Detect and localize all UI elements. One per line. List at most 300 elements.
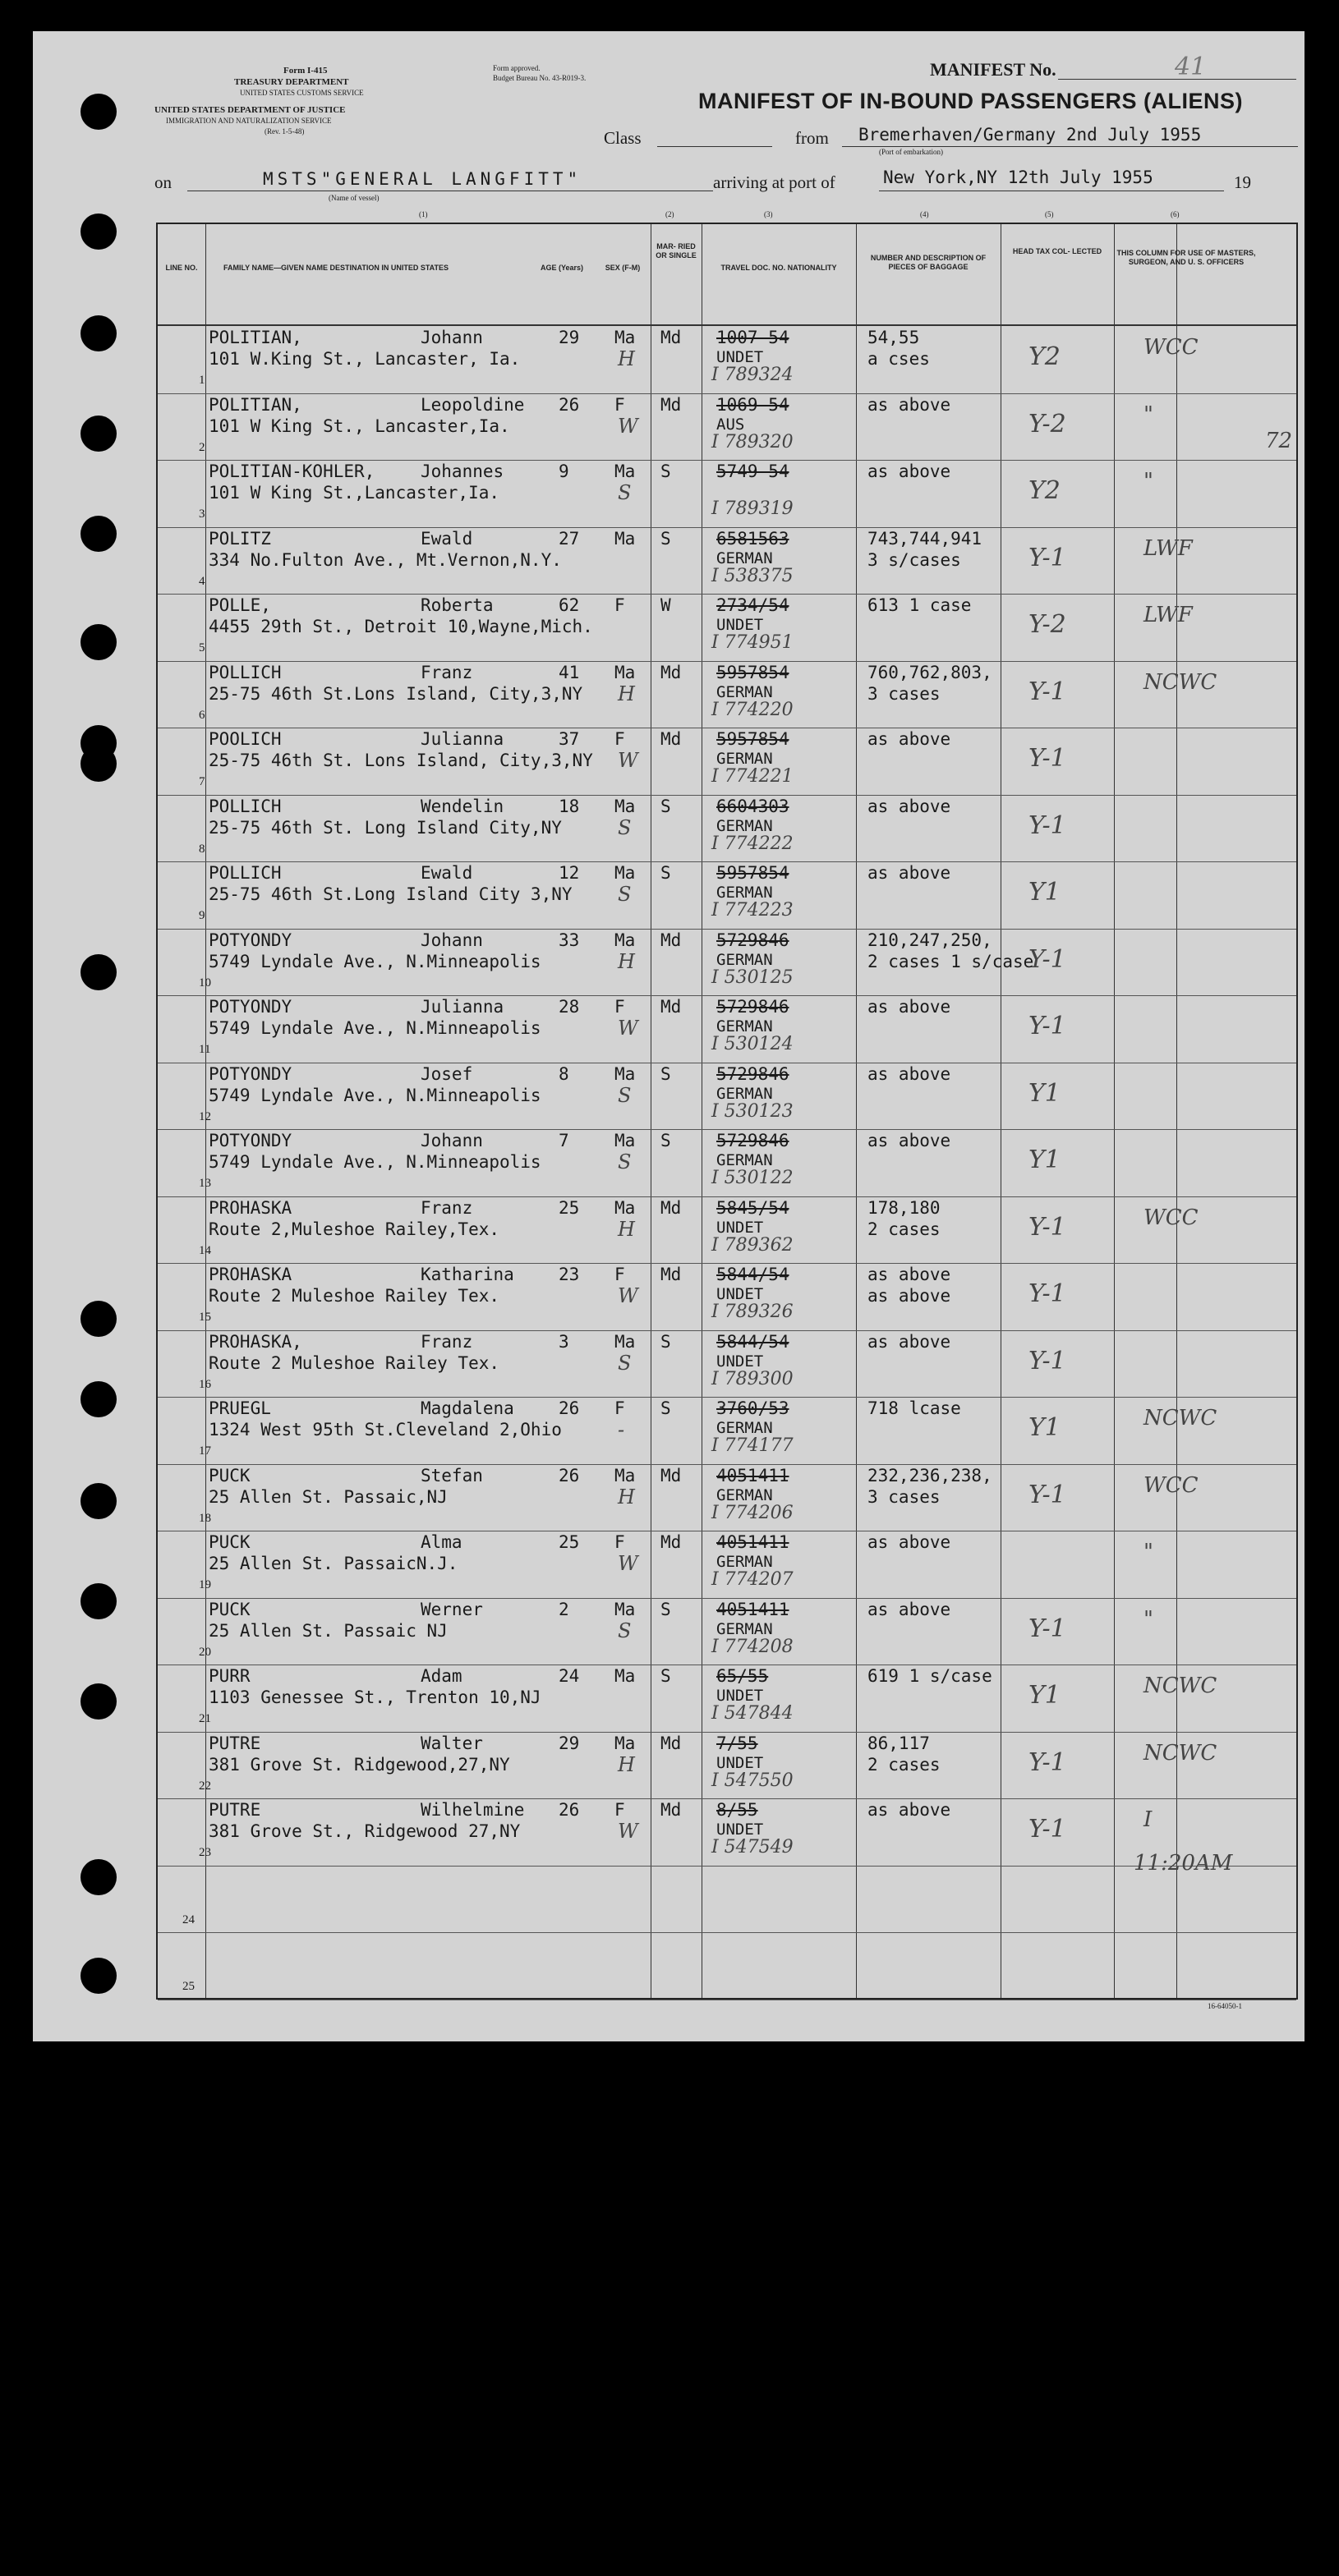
head-tax: Y-1 (1028, 744, 1066, 773)
baggage-line-1: as above (867, 1265, 951, 1284)
travel-doc-no: 2734/54 (716, 595, 789, 615)
alien-reg-number: I 538375 (711, 565, 794, 586)
nationality: GERMAN (716, 1084, 773, 1103)
family-name: POLITIAN, (209, 394, 302, 415)
destination-address: 5749 Lyndale Ave., N.Minneapolis (209, 1152, 541, 1172)
punch-hole (81, 1583, 117, 1619)
table-row (158, 1598, 1296, 1665)
family-name: PUCK (209, 1465, 251, 1485)
marital-status: Md (660, 930, 682, 950)
given-name: Franz (421, 662, 473, 682)
sex-annotation: H (618, 1485, 635, 1508)
baggage-line-1: as above (867, 394, 951, 415)
travel-doc-no: 5957854 (716, 863, 789, 883)
table-row (158, 1063, 1296, 1130)
table-row (158, 728, 1296, 795)
baggage-line-2: 3 cases (867, 1486, 941, 1507)
family-name: POTYONDY (209, 1131, 292, 1150)
line-number: 21 (199, 1712, 211, 1725)
sex: F (614, 729, 625, 749)
nationality: GERMAN (716, 1017, 773, 1035)
marital-status: Md (660, 1265, 682, 1284)
destination-address: 25 Allen St. PassaicN.J. (209, 1554, 458, 1573)
table-row (158, 393, 1296, 461)
given-name: Stefan (421, 1465, 483, 1485)
officer-note: NCWC (1143, 1674, 1217, 1698)
family-name: POOLICH (209, 729, 282, 749)
sex: Ma (614, 662, 636, 682)
age: 3 (559, 1331, 569, 1352)
line-number: 6 (199, 708, 205, 722)
sex-annotation: H (618, 1217, 635, 1241)
travel-doc-no: 5729846 (716, 930, 789, 950)
line-number: 12 (199, 1109, 211, 1123)
table-row (158, 326, 1296, 393)
sex: F (614, 1265, 625, 1284)
sex-annotation: H (618, 949, 635, 973)
family-name: POTYONDY (209, 1063, 292, 1084)
punch-hole (81, 624, 117, 660)
given-name: Alma (421, 1532, 462, 1552)
head-tax: Y-2 (1028, 409, 1066, 439)
line-number: 18 (199, 1511, 211, 1525)
punch-hole (81, 94, 117, 130)
sex: Ma (614, 328, 636, 347)
family-name: POLLE, (209, 595, 271, 615)
given-name: Johann (421, 1131, 483, 1150)
punch-hole (81, 1483, 117, 1519)
sex-annotation: S (618, 481, 632, 504)
age: 9 (559, 461, 569, 481)
baggage-line-1: as above (867, 729, 951, 749)
alien-reg-number: I 774951 (711, 632, 794, 653)
header-age: AGE (Years) (540, 264, 584, 272)
header-travel: TRAVEL DOC. NO. NATIONALITY (720, 264, 837, 272)
table-row (158, 1397, 1296, 1464)
destination-address: Route 2 Muleshoe Railey Tex. (209, 1352, 500, 1373)
head-tax: Y1 (1028, 1681, 1061, 1710)
age: 24 (559, 1666, 580, 1686)
sex-annotation: S (618, 1150, 632, 1173)
baggage-line-2: 2 cases 1 s/case (867, 951, 1034, 971)
table-row (158, 795, 1296, 862)
punch-hole (81, 1958, 117, 1994)
head-tax: Y-1 (1028, 1212, 1066, 1242)
class-label: Class (604, 128, 642, 148)
destination-address: 1324 West 95th St.Cleveland 2,Ohio (209, 1420, 562, 1440)
header-married: MAR- RIED OR SINGLE (656, 242, 697, 259)
marital-status: Md (660, 662, 682, 682)
marital-status: S (660, 528, 671, 549)
form-number: Form I-415 (283, 66, 328, 76)
baggage-line-2: 3 s/cases (867, 549, 961, 570)
sex: F (614, 1398, 625, 1418)
header-officers: THIS COLUMN FOR USE OF MASTERS, SURGEON, AND U. S. OFFICERS (1116, 249, 1256, 266)
sex: F (614, 595, 625, 615)
table-row (158, 1798, 1296, 1866)
head-tax: Y1 (1028, 1413, 1061, 1442)
given-name: Roberta (421, 595, 494, 615)
sex: Ma (614, 1331, 636, 1352)
head-tax: Y-1 (1028, 1279, 1066, 1308)
officer-note: NCWC (1143, 1740, 1217, 1766)
table-row (158, 1330, 1296, 1398)
nationality: UNDET (716, 1687, 764, 1705)
sex: Ma (614, 1465, 636, 1485)
sex: Ma (614, 863, 636, 883)
given-name: Ewald (421, 528, 473, 549)
line-number: 3 (199, 507, 205, 521)
nationality: GERMAN (716, 1619, 773, 1638)
head-tax: Y-1 (1028, 677, 1066, 706)
alien-reg-number: I 774206 (711, 1502, 794, 1523)
margin-note-time: 11:20AM (1134, 1851, 1233, 1876)
head-tax: Y-1 (1028, 1012, 1066, 1040)
age: 18 (559, 796, 580, 816)
family-name: POLLICH (209, 662, 282, 682)
age: 37 (559, 729, 580, 749)
year-label: 19 (1234, 172, 1251, 192)
officer-note: NCWC (1143, 1406, 1217, 1430)
line-number: 20 (199, 1645, 211, 1659)
baggage-line-1: 54,55 (867, 328, 920, 347)
table-row (158, 1732, 1296, 1799)
margin-note-72: 72 (1265, 429, 1293, 453)
punch-hole (81, 214, 117, 250)
line-number: 23 (199, 1846, 211, 1859)
age: 23 (559, 1265, 580, 1284)
family-name: PUTRE (209, 1800, 261, 1820)
table-row (158, 594, 1296, 661)
nationality: GERMAN (716, 682, 773, 701)
table-row (158, 1531, 1296, 1598)
head-tax: Y-1 (1028, 944, 1066, 974)
sex: F (614, 997, 625, 1017)
family-name: POLITIAN-KOHLER, (209, 461, 375, 481)
head-tax: Y-1 (1028, 1346, 1066, 1375)
marital-status: S (660, 1599, 671, 1619)
marital-status: Md (660, 1532, 682, 1552)
alien-reg-number: I 789320 (711, 431, 794, 452)
marital-status: Md (660, 1800, 682, 1820)
baggage-line-1: 718 lcase (867, 1398, 961, 1418)
destination-address: 4455 29th St., Detroit 10,Wayne,Mich. (209, 617, 593, 636)
sex-annotation: H (618, 1752, 635, 1776)
sex: F (614, 394, 625, 415)
punch-hole (81, 954, 117, 990)
age: 33 (559, 930, 580, 950)
family-name: POTYONDY (209, 930, 292, 950)
baggage-line-1: as above (867, 1599, 951, 1619)
marital-status: S (660, 1666, 671, 1686)
head-tax: Y-1 (1028, 810, 1066, 840)
marital-status: Md (660, 1733, 682, 1753)
nationality: UNDET (716, 1218, 764, 1237)
baggage-line-2: as above (867, 1286, 951, 1306)
punch-hole (81, 1683, 117, 1720)
baggage-line-1: as above (867, 997, 951, 1017)
alien-reg-number: I 547550 (711, 1770, 794, 1791)
officer-note: LWF (1143, 603, 1193, 627)
travel-doc-no: 5845/54 (716, 1197, 789, 1218)
baggage-line-1: 760,762,803, (867, 662, 992, 682)
from-label: from (795, 128, 829, 148)
punch-hole (81, 1859, 117, 1895)
destination-address: 5749 Lyndale Ave., N.Minneapolis (209, 951, 541, 971)
manifest-number: 41 (1175, 53, 1207, 81)
age: 29 (559, 1733, 580, 1753)
destination-address: 25-75 46th St.Long Island City 3,NY (209, 884, 573, 904)
given-name: Josef (421, 1063, 473, 1084)
ins-service: IMMIGRATION AND NATURALIZATION SERVICE (166, 117, 332, 125)
marital-status: S (660, 461, 671, 481)
marital-status: W (660, 595, 671, 615)
destination-address: 381 Grove St., Ridgewood 27,NY (209, 1821, 521, 1841)
destination-address: 5749 Lyndale Ave., N.Minneapolis (209, 1085, 541, 1105)
head-tax: Y-1 (1028, 1815, 1066, 1844)
family-name: POLLICH (209, 796, 282, 816)
manifest-label: MANIFEST No. (930, 59, 1056, 80)
header-name: FAMILY NAME—GIVEN NAME DESTINATION IN UNITED STATES (223, 264, 449, 272)
alien-reg-number: I 774222 (711, 833, 794, 854)
line-number: 2 (199, 440, 205, 454)
header-line-no: LINE NO. (165, 264, 198, 272)
nationality: UNDET (716, 616, 764, 634)
given-name: Adam (421, 1666, 462, 1686)
marital-status: Md (660, 328, 682, 347)
table-row (158, 661, 1296, 728)
head-tax: Y-1 (1028, 1747, 1066, 1777)
destination-address: 5749 Lyndale Ave., N.Minneapolis (209, 1018, 541, 1038)
nationality: AUS (716, 415, 745, 434)
destination-address: 25-75 46th St. Long Island City,NY (209, 817, 562, 838)
travel-doc-no: 8/55 (716, 1800, 758, 1820)
sex-annotation: W (618, 1017, 638, 1040)
family-name: PROHASKA, (209, 1331, 302, 1352)
travel-doc-no: 7/55 (716, 1733, 758, 1753)
age: 8 (559, 1063, 569, 1084)
alien-reg-number: I 789319 (711, 498, 794, 519)
age: 62 (559, 595, 580, 615)
alien-reg-number: I 774177 (711, 1435, 794, 1456)
age: 26 (559, 394, 580, 415)
table-row (158, 995, 1296, 1063)
table-row (158, 1263, 1296, 1330)
given-name: Wilhelmine (421, 1800, 525, 1820)
destination-address: 25-75 46th St. Lons Island, City,3,NY (209, 751, 593, 770)
line-number: 13 (199, 1177, 211, 1190)
nationality: GERMAN (716, 549, 773, 567)
vessel-label: (Name of vessel) (329, 194, 380, 202)
col-num-4: (4) (920, 210, 929, 218)
sex-annotation: - (618, 1418, 625, 1441)
punch-hole (81, 1301, 117, 1337)
line-number: 8 (199, 842, 205, 856)
table-row (158, 1464, 1296, 1531)
baggage-line-1: as above (867, 461, 951, 481)
sex: Ma (614, 1063, 636, 1084)
alien-reg-number: I 530123 (711, 1100, 794, 1122)
alien-reg-number: I 774220 (711, 699, 794, 720)
family-name: PURR (209, 1666, 251, 1686)
punch-hole (81, 315, 117, 351)
destination-address: 25-75 46th St.Lons Island, City,3,NY (209, 683, 583, 704)
col-num-6: (6) (1171, 210, 1180, 218)
family-name: PRUEGL (209, 1398, 271, 1418)
baggage-line-1: as above (867, 1063, 951, 1084)
alien-reg-number: I 789326 (711, 1302, 794, 1322)
header-baggage: NUMBER AND DESCRIPTION OF PIECES OF BAGGAGE (870, 254, 987, 271)
family-name: POLITIAN, (209, 328, 302, 347)
given-name: Walter (421, 1733, 483, 1753)
travel-doc-no: 5729846 (716, 1131, 789, 1150)
given-name: Franz (421, 1197, 473, 1218)
line-number: 19 (199, 1578, 211, 1591)
head-tax: Y1 (1028, 878, 1061, 907)
given-name: Katharina (421, 1265, 514, 1284)
baggage-line-1: 210,247,250, (867, 930, 992, 950)
marital-status: S (660, 863, 671, 883)
sex: Ma (614, 930, 636, 950)
col-num-5: (5) (1045, 210, 1054, 218)
sex: Ma (614, 461, 636, 481)
baggage-line-1: as above (867, 1800, 951, 1820)
col-num-2: (2) (665, 210, 674, 218)
head-tax: Y-1 (1028, 543, 1066, 572)
alien-reg-number: I 789300 (711, 1368, 794, 1389)
given-name: Johannes (421, 461, 504, 481)
given-name: Wendelin (421, 796, 504, 816)
officer-note: LWF (1143, 535, 1193, 561)
port-embarkation-label: (Port of embarkation) (879, 148, 943, 156)
travel-doc-no: 5844/54 (716, 1265, 789, 1284)
sex-annotation: S (618, 1351, 632, 1375)
sex: Ma (614, 1197, 636, 1218)
sex-annotation: S (618, 815, 632, 839)
alien-reg-number: I 774221 (711, 766, 794, 787)
col-num-3: (3) (764, 210, 773, 218)
nationality: GERMAN (716, 1419, 773, 1437)
vessel-name: MSTS"GENERAL LANGFITT" (263, 169, 582, 189)
travel-doc-no: 4051411 (716, 1599, 789, 1619)
baggage-line-1: 743,744,941 (867, 528, 982, 549)
head-tax: Y-2 (1028, 610, 1066, 639)
nationality: UNDET (716, 1821, 764, 1839)
officer-note: WCC (1143, 335, 1199, 360)
marital-status: Md (660, 394, 682, 415)
baggage-line-1: 613 1 case (867, 595, 972, 615)
age: 41 (559, 662, 580, 682)
destination-address: Route 2 Muleshoe Railey Tex. (209, 1286, 500, 1306)
family-name: POLLICH (209, 863, 282, 883)
sex: Ma (614, 796, 636, 816)
officer-note: WCC (1143, 1205, 1199, 1230)
nationality: GERMAN (716, 950, 773, 969)
punch-hole (81, 746, 117, 782)
line-number: 24 (182, 1912, 195, 1926)
sex: Ma (614, 1733, 636, 1753)
marital-status: S (660, 1063, 671, 1084)
table-row (158, 861, 1296, 929)
sex-annotation: H (618, 347, 635, 370)
age: 2 (559, 1599, 569, 1619)
destination-address: Route 2,Muleshoe Railey,Tex. (209, 1219, 500, 1239)
travel-doc-no: 4051411 (716, 1532, 789, 1552)
travel-doc-no: 65/55 (716, 1666, 769, 1686)
manifest-page (33, 31, 1304, 2041)
sex-annotation: W (618, 1284, 638, 1307)
head-tax: Y-1 (1028, 1614, 1066, 1643)
nationality: GERMAN (716, 816, 773, 835)
officer-note: " (1143, 1540, 1153, 1564)
baggage-line-1: 619 1 s/case (867, 1666, 992, 1686)
nationality: GERMAN (716, 1553, 773, 1571)
sex-annotation: W (618, 1820, 638, 1843)
destination-address: 1103 Genessee St., Trenton 10,NJ (209, 1687, 541, 1707)
punch-hole (81, 1381, 117, 1417)
sex: Ma (614, 1131, 636, 1150)
destination-address: 101 W.King St., Lancaster, Ia. (209, 349, 521, 369)
baggage-line-1: 232,236,238, (867, 1465, 992, 1485)
travel-doc-no: 5729846 (716, 997, 789, 1017)
line-number: 11 (199, 1043, 211, 1056)
punch-hole (81, 516, 117, 552)
baggage-line-1: as above (867, 796, 951, 816)
marital-status: Md (660, 997, 682, 1017)
line-number: 16 (199, 1377, 211, 1391)
destination-address: 25 Allen St. Passaic NJ (209, 1620, 448, 1641)
sex: Ma (614, 1599, 636, 1619)
family-name: PUCK (209, 1599, 251, 1619)
manifest-title: MANIFEST OF IN-BOUND PASSENGERS (ALIENS) (698, 89, 1244, 113)
line-number: 25 (182, 1980, 195, 1993)
nationality: GERMAN (716, 1151, 773, 1169)
officer-note: " (1143, 469, 1153, 494)
nationality: UNDET (716, 1352, 764, 1371)
nationality: UNDET (716, 1285, 764, 1303)
officer-note: I (1143, 1807, 1153, 1832)
sex: Ma (614, 1666, 636, 1686)
age: 25 (559, 1197, 580, 1218)
line-number: 10 (199, 976, 211, 990)
destination-address: 25 Allen St. Passaic,NJ (209, 1486, 448, 1507)
marital-status: S (660, 796, 671, 816)
baggage-line-2: a cses (867, 349, 930, 369)
travel-doc-no: 5844/54 (716, 1331, 789, 1352)
travel-doc-no: 5749-54 (716, 461, 789, 481)
nationality: GERMAN (716, 1485, 773, 1504)
treasury-dept: TREASURY DEPARTMENT (234, 77, 349, 87)
alien-reg-number: I 774207 (711, 1569, 794, 1590)
form-approved: Form approved. (493, 64, 541, 72)
sex: F (614, 1532, 625, 1552)
header-sex: SEX (F-M) (605, 264, 641, 272)
baggage-line-1: as above (867, 1131, 951, 1150)
line-number: 14 (199, 1243, 211, 1257)
travel-doc-no: 3760/53 (716, 1398, 789, 1418)
line-number: 9 (199, 909, 205, 922)
officer-note: NCWC (1143, 669, 1217, 695)
table-row (158, 1129, 1296, 1196)
baggage-line-2: 2 cases (867, 1219, 941, 1239)
marital-status: S (660, 1131, 671, 1150)
sex-annotation: S (618, 1083, 632, 1107)
marital-status: Md (660, 1465, 682, 1485)
destination-address: 101 W King St.,Lancaster,Ia. (209, 483, 500, 503)
table-row (158, 460, 1296, 527)
destination-address: 334 No.Fulton Ave., Mt.Vernon,N.Y. (209, 549, 562, 570)
travel-doc-no: 1069-54 (716, 394, 789, 415)
